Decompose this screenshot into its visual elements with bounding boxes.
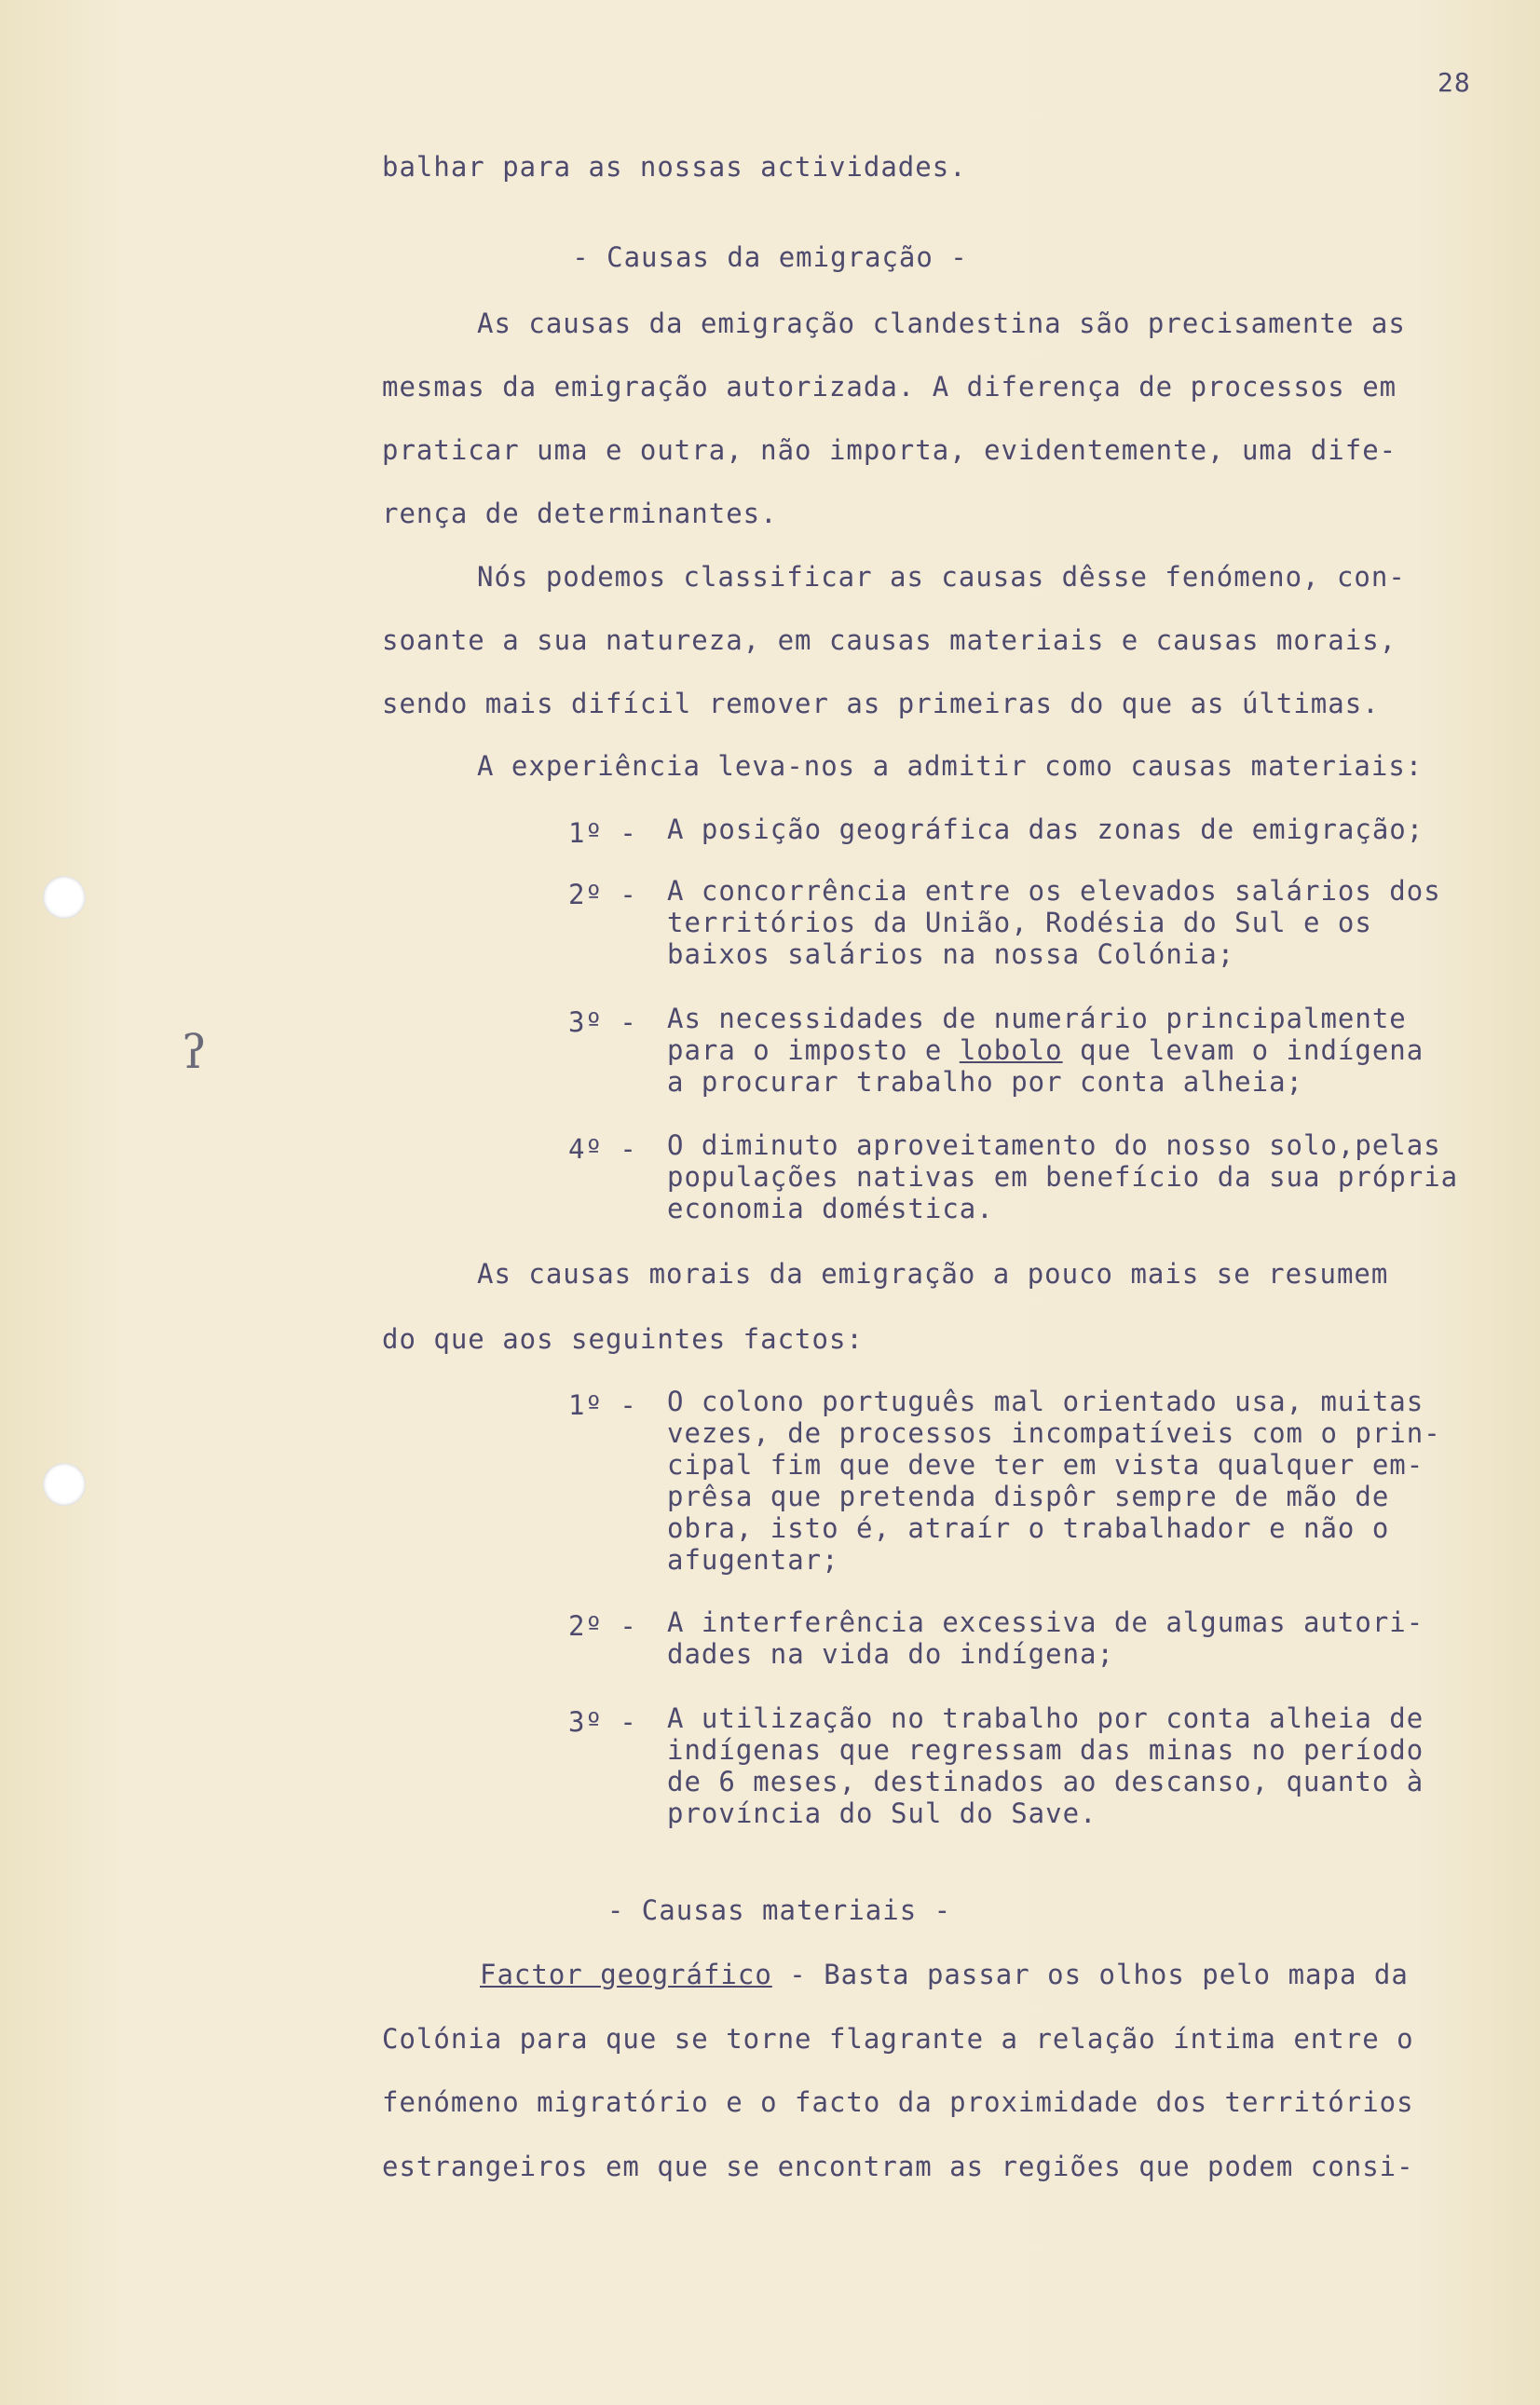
list-item: A utilização no trabalho por conta alheia de indígenas que regressam das minas no período de 6 meses, destinados ao descanso, quanto à província do Sul do Save. xyxy=(667,1702,1424,1829)
text-line: praticar uma e outra, não importa, evidentemente, uma dife- xyxy=(382,434,1397,466)
underlined-term: lobolo xyxy=(959,1034,1063,1066)
text-line: mesmas da emigração autorizada. A diferença de processos em xyxy=(382,371,1397,403)
text-line: As causas morais da emigração a pouco mais se resumem xyxy=(477,1258,1389,1290)
list-number: 4º - xyxy=(568,1133,637,1165)
text-line: Nós podemos classificar as causas dêsse fenómeno, con- xyxy=(477,561,1406,593)
page-number: 28 xyxy=(1438,67,1471,98)
text-line: rença de determinantes. xyxy=(382,498,778,529)
text-line: do que aos seguintes factos: xyxy=(382,1323,864,1355)
text-line: fenómeno migratório e o facto da proximidade dos territórios xyxy=(382,2086,1414,2118)
text-line: estrangeiros em que se encontram as regiões que podem consi- xyxy=(382,2151,1414,2182)
text-line: A experiência leva-nos a admitir como causas materiais: xyxy=(477,750,1424,782)
text-line: sendo mais difícil remover as primeiras do que as últimas. xyxy=(382,688,1380,719)
list-item: O colono português mal orientado usa, muitas vezes, de processos incompatíveis com o prin- cipal fim que deve ter em vista qualquer em- prêsa que pretenda dispôr sempre de mão de obra, isto é, atraír o trabalhador e não o afugentar; xyxy=(667,1386,1441,1576)
list-item: As necessidades de numerário principalmente para o imposto e lobolo que levam o indígena a procurar trabalho por conta alheia; xyxy=(667,1003,1424,1098)
text-line: balhar para as nossas actividades. xyxy=(382,151,967,183)
list-number: 3º - xyxy=(568,1706,637,1738)
text-line: Factor geográfico - Basta passar os olhos pelo mapa da xyxy=(480,1959,1409,1990)
text-line: As causas da emigração clandestina são precisamente as xyxy=(477,307,1406,339)
list-item: A posição geográfica das zonas de emigração; xyxy=(667,813,1424,845)
list-number: 3º - xyxy=(568,1006,637,1038)
punch-hole xyxy=(43,1463,86,1506)
underlined-term: Factor geográfico xyxy=(480,1959,772,1990)
list-item: O diminuto aproveitamento do nosso solo,pelas populações nativas em benefício da sua própria economia doméstica. xyxy=(667,1129,1459,1224)
list-number: 2º - xyxy=(568,879,637,910)
section-heading: - Causas da emigração - xyxy=(572,241,968,273)
list-item: A interferência excessiva de algumas autori- dades na vida do indígena; xyxy=(667,1606,1424,1670)
list-number: 2º - xyxy=(568,1610,637,1642)
list-number: 1º - xyxy=(568,817,637,849)
section-heading: - Causas materiais - xyxy=(606,1894,952,1926)
text-line: soante a sua natureza, em causas materiais e causas morais, xyxy=(382,624,1397,656)
punch-hole xyxy=(43,876,86,919)
list-number: 1º - xyxy=(568,1389,637,1421)
text-line: Colónia para que se torne flagrante a relação íntima entre o xyxy=(382,2023,1414,2055)
margin-pencil-mark: ʔ xyxy=(182,1025,207,1079)
list-item: A concorrência entre os elevados salários dos territórios da União, Rodésia do Sul e os baixos salários na nossa Colónia; xyxy=(667,875,1441,970)
